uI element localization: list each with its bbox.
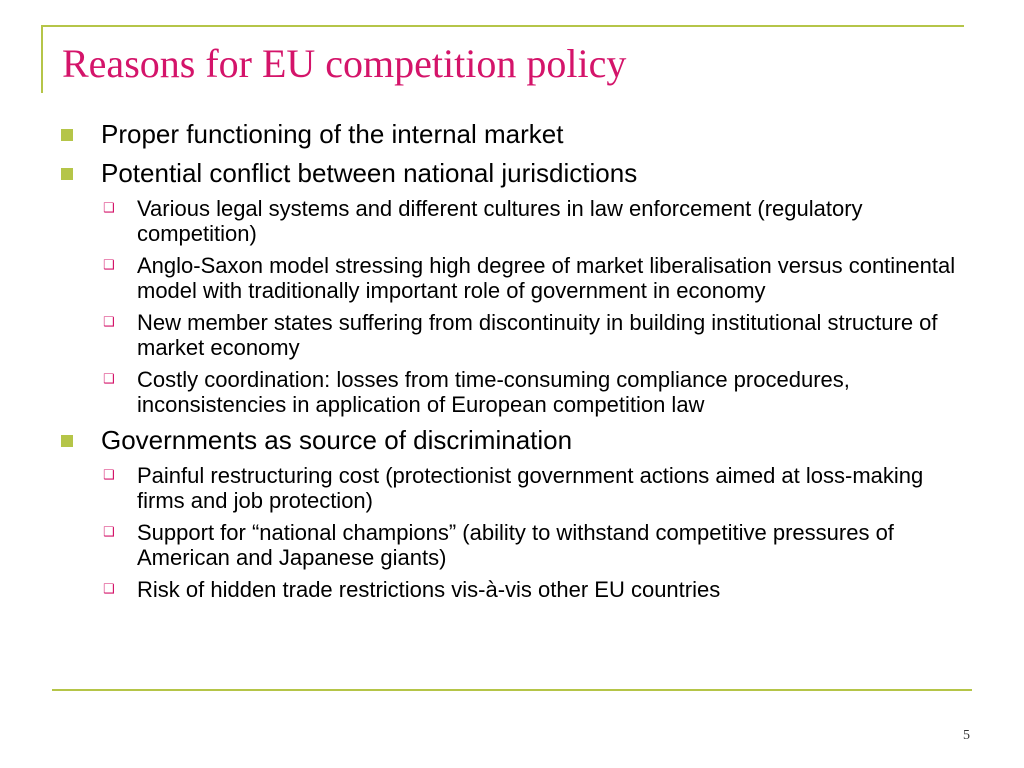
sub-bullet-text: Support for “national champions” (ability to withstand competitive pressures of American and Japanese giants) (137, 520, 894, 570)
sub-bullet-item (103, 520, 967, 570)
sub-bullet-text: Risk of hidden trade restrictions vis-à-vis other EU countries (137, 577, 721, 602)
square-bullet-icon (61, 435, 73, 447)
sub-bullet-text: New member states suffering from discontinuity in building institutional structure of market economy (137, 310, 938, 360)
hollow-square-bullet-icon: ❑ (103, 581, 115, 596)
sub-bullet-item (103, 196, 967, 246)
page-number: 5 (963, 728, 970, 743)
hollow-square-bullet-icon: ❑ (103, 200, 115, 215)
square-bullet-icon (61, 168, 73, 180)
sub-bullet-item (103, 310, 967, 360)
sub-bullet-text: Costly coordination: losses from time-consuming compliance procedures, inconsistencies in application of European competition law (137, 367, 850, 417)
bullet-item (101, 157, 961, 189)
sub-bullet-item (103, 577, 967, 602)
slide-title: Reasons for EU competition policy (62, 41, 627, 86)
bullet-text: Potential conflict between national jurisdictions (101, 158, 638, 188)
square-bullet-icon (61, 129, 73, 141)
bullet-item (101, 424, 961, 456)
hollow-square-bullet-icon: ❑ (103, 467, 115, 482)
hollow-square-bullet-icon: ❑ (103, 257, 115, 272)
sub-bullet-text: Anglo-Saxon model stressing high degree of market liberalisation versus continental model with traditionally important role of government in economy (137, 253, 956, 303)
bullet-text: Proper functioning of the internal market (101, 119, 564, 149)
sub-bullet-item (103, 367, 967, 417)
bullet-text: Governments as source of discrimination (101, 425, 573, 455)
sub-bullet-text: Painful restructuring cost (protectionist government actions aimed at loss-making firms and job protection) (137, 463, 924, 513)
bottom-divider (52, 689, 972, 691)
bullet-item (101, 118, 961, 150)
hollow-square-bullet-icon: ❑ (103, 524, 115, 539)
hollow-square-bullet-icon: ❑ (103, 371, 115, 386)
title-frame-top-rule (41, 25, 964, 27)
slide-content (0, 118, 1024, 609)
hollow-square-bullet-icon: ❑ (103, 314, 115, 329)
sub-bullet-item (103, 253, 967, 303)
title-frame-left-rule (41, 25, 43, 93)
sub-bullet-item (103, 463, 967, 513)
sub-bullet-text: Various legal systems and different cultures in law enforcement (regulatory competition) (137, 196, 863, 246)
